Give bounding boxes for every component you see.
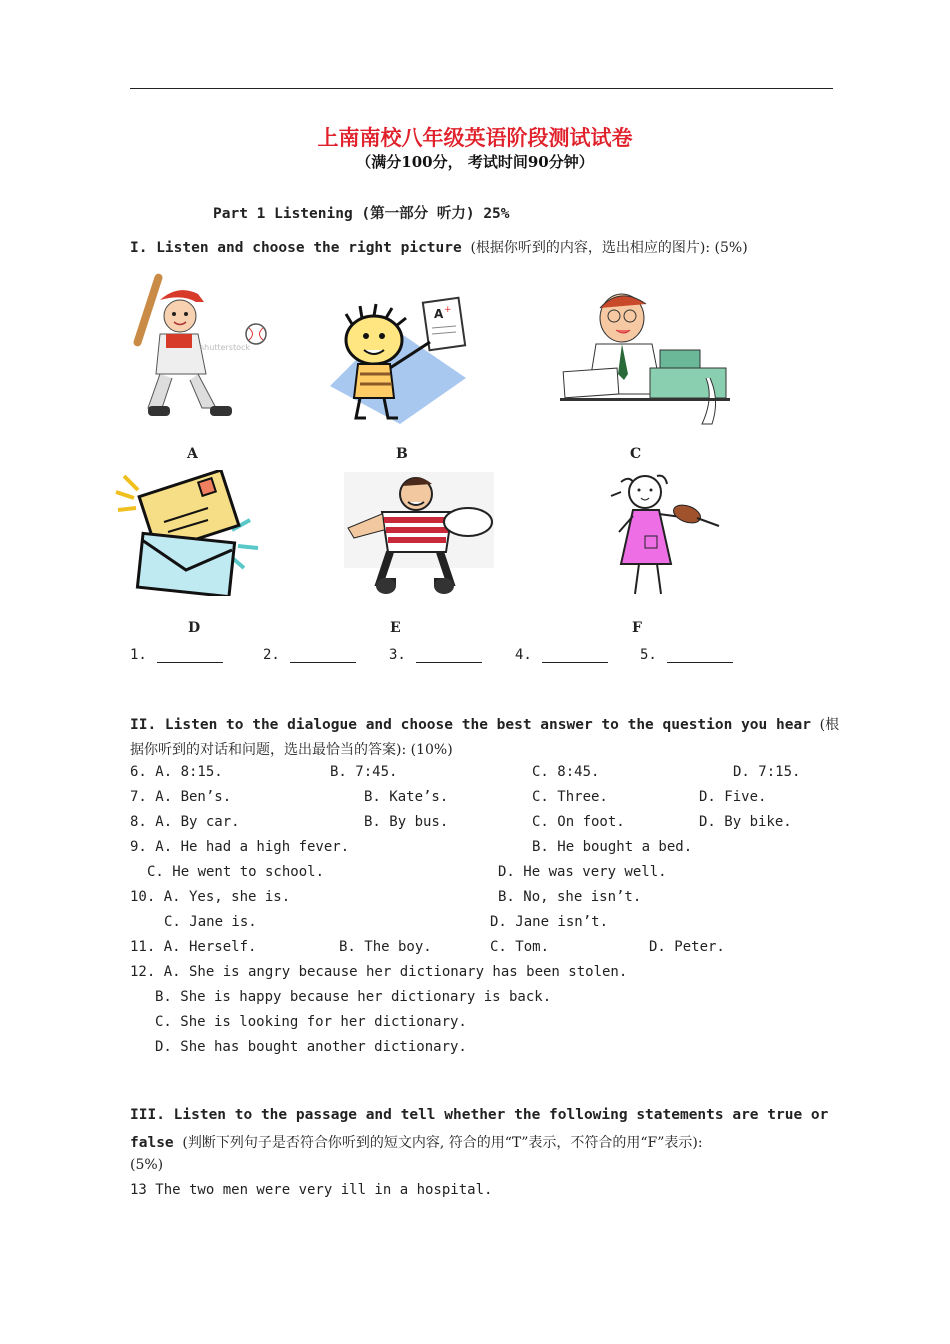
picture-label-b: B xyxy=(396,446,408,462)
q12-c: C. She is looking for her dictionary. xyxy=(155,1014,467,1030)
q6-d: D. 7:15. xyxy=(733,764,801,780)
q8-a: 8. A. By car. xyxy=(130,814,240,830)
q6-b: B. 7:45. xyxy=(330,764,398,780)
picture-label-c: C xyxy=(630,446,642,462)
section3-heading: III. Listen to the passage and tell whether the following statements are true or xyxy=(130,1107,829,1123)
q10-d: D. Jane isn’t. xyxy=(490,914,609,930)
q9-d: D. He was very well. xyxy=(498,864,667,880)
q11-d: D. Peter. xyxy=(649,939,725,955)
q8-b: B. By bus. xyxy=(364,814,449,830)
picture-label-a: A xyxy=(187,446,198,462)
picture-label-f: F xyxy=(632,620,642,636)
part1-heading: Part 1 Listening (第一部分 听力) 25% xyxy=(213,206,510,222)
cashier-picture xyxy=(560,288,732,430)
student-with-grade-picture xyxy=(330,296,470,426)
q12-d: D. She has bought another dictionary. xyxy=(155,1039,467,1055)
q7-d: D. Five. xyxy=(699,789,767,805)
girl-violin-picture xyxy=(605,466,725,600)
svg-text:A: A xyxy=(434,307,444,321)
answer-blank-2[interactable] xyxy=(290,648,356,663)
answer-2: 2. xyxy=(263,647,356,663)
svg-text:+: + xyxy=(444,305,452,315)
answer-3: 3. xyxy=(389,647,482,663)
q9-b: B. He bought a bed. xyxy=(532,839,693,855)
page-subtitle: （满分100分， 考试时间90分钟） xyxy=(356,153,594,171)
answer-blank-4[interactable] xyxy=(542,648,608,663)
answer-blank-1[interactable] xyxy=(157,648,223,663)
section3-heading-cont: false (判断下列句子是否符合你听到的短文内容, 符合的用“T”表示，不符合的用“F”表示): xyxy=(130,1135,703,1151)
q10-a: 10. A. Yes, she is. xyxy=(130,889,291,905)
q12-b: B. She is happy because her dictionary is back. xyxy=(155,989,552,1005)
q7-c: C. Three. xyxy=(532,789,608,805)
picture-label-e: E xyxy=(390,620,401,636)
q13: 13 The two men were very ill in a hospital. xyxy=(130,1182,493,1198)
section1-en: I. Listen and choose the right picture xyxy=(130,240,462,256)
q7-b: B. Kate’s. xyxy=(364,789,449,805)
section3-score: (5%) xyxy=(130,1157,164,1173)
section1-heading xyxy=(130,237,748,257)
q8-d: D. By bike. xyxy=(699,814,792,830)
answer-1: 1. xyxy=(130,647,223,663)
q6-c: C. 8:45. xyxy=(532,764,600,780)
q6-a: 6. A. 8:15. xyxy=(130,764,223,780)
q10-c: C. Jane is. xyxy=(164,914,257,930)
header-rule xyxy=(130,88,833,89)
answer-5: 5. xyxy=(640,647,733,663)
section2-heading-cont: 据你听到的对话和问题，选出最恰当的答案): (10%) xyxy=(130,742,453,758)
answer-4: 4. xyxy=(515,647,608,663)
q12-a: 12. A. She is angry because her dictionary has been stolen. xyxy=(130,964,628,980)
q7-a: 7. A. Ben’s. xyxy=(130,789,232,805)
picture-label-d: D xyxy=(188,620,201,636)
answer-blank-5[interactable] xyxy=(667,648,733,663)
section1-cn: (根据你听到的内容，选出相应的图片): (5%) xyxy=(470,240,748,256)
q8-c: C. On foot. xyxy=(532,814,625,830)
q11-a: 11. A. Herself. xyxy=(130,939,257,955)
q11-c: C. Tom. xyxy=(490,939,550,955)
watermark-text: shutterstock xyxy=(200,343,251,352)
rugby-player-picture xyxy=(342,468,496,600)
letters-picture xyxy=(112,470,264,596)
q9-a: 9. A. He had a high fever. xyxy=(130,839,350,855)
q11-b: B. The boy. xyxy=(339,939,432,955)
q9-c: C. He went to school. xyxy=(147,864,325,880)
section2-heading: II. Listen to the dialogue and choose the best answer to the question you hear (根 xyxy=(130,717,840,733)
baseball-player-picture xyxy=(130,268,270,436)
answer-blank-3[interactable] xyxy=(416,648,482,663)
page-title: 上南南校八年级英语阶段测试试卷 xyxy=(317,125,633,150)
q10-b: B. No, she isn’t. xyxy=(498,889,642,905)
